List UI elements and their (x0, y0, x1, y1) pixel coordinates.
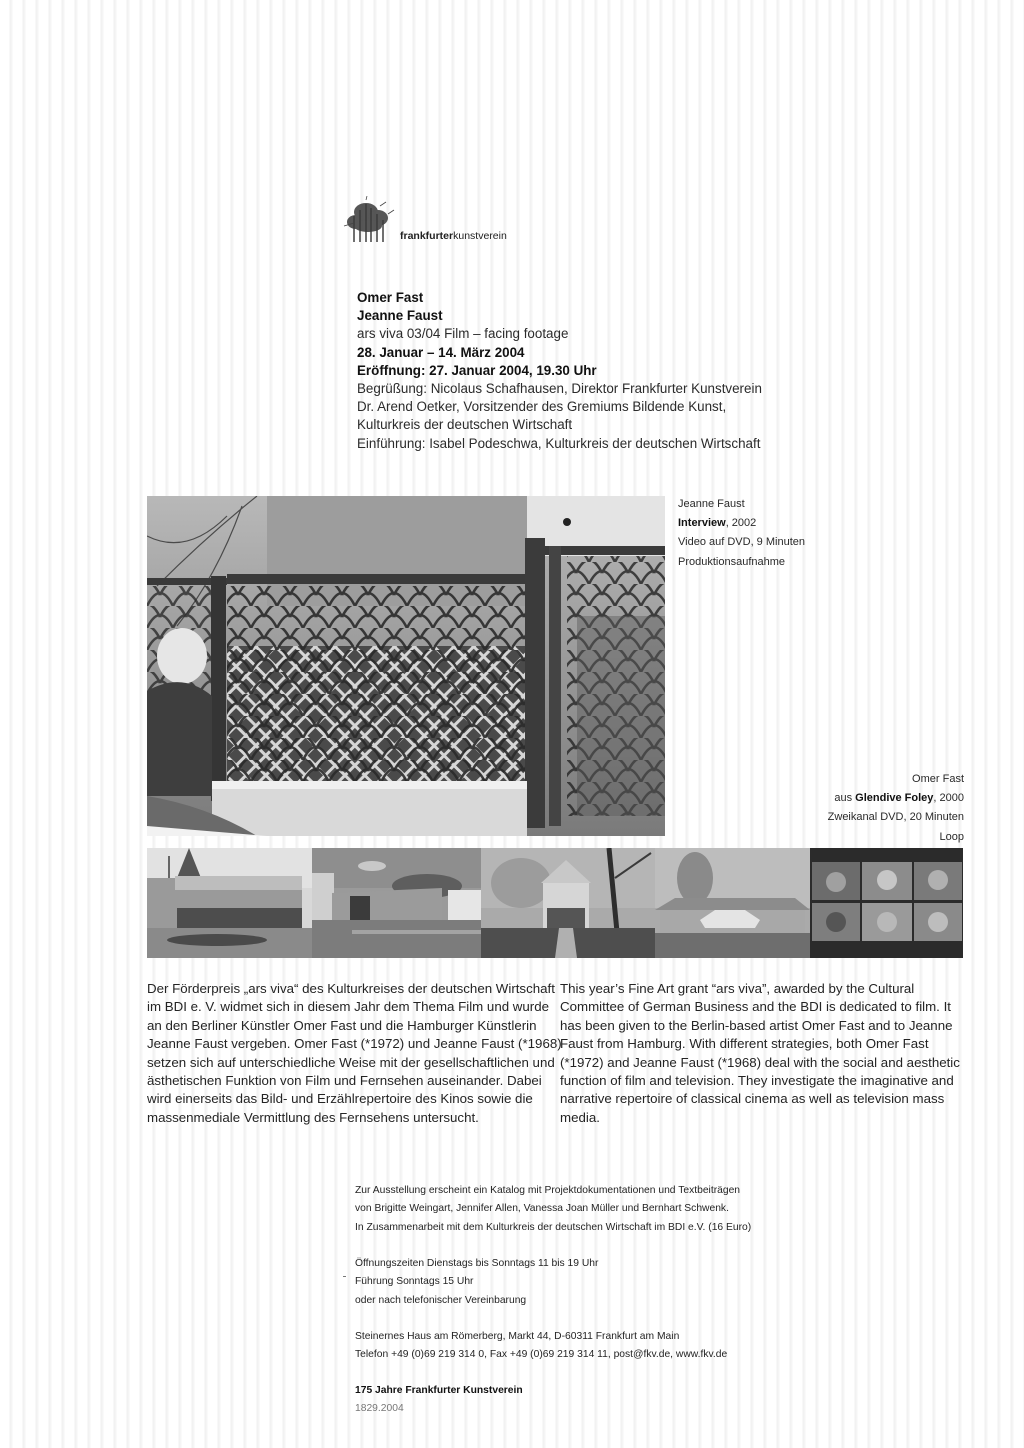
speaker-line: Einführung: Isabel Podeschwa, Kulturkreis der deutschen Wirtschaft (357, 435, 761, 451)
opening-hours (355, 1255, 598, 1310)
logo-wordmark: frankfurterkunstverein (400, 230, 507, 242)
body-text-english: This year’s Fine Art grant “ars viva”, awarded by the Cultural Committee of German Business and the BDI is dedicated to film. It has been given to the Berlin-based artist Omer Fast and to Jeanne Faust from Hamburg. With different strategies, both Omer Fast (*1972) and Jeanne Faust (*1968) deal with the social and aesthetic function of film and television. They investigate the imaginative and narrative repertoire of classical cinema as well as television mass media. (560, 981, 960, 1125)
catalog-line: von Brigitte Weingart, Jennifer Allen, Vanessa Joan Müller und Bernhart Schwenk. (355, 1203, 729, 1215)
anniversary-title: 175 Jahre Frankfurter Kunstverein (355, 1385, 523, 1396)
fence-photo-illustration (147, 496, 665, 836)
address-contact (355, 1328, 727, 1365)
anniversary-years: 1829.2004 (355, 1403, 404, 1415)
trees-icon (340, 196, 398, 244)
caption-jeanne-faust (678, 495, 805, 572)
frankfurter-kunstverein-logo (340, 196, 507, 244)
caption-medium: Video auf DVD, 9 Minuten (678, 536, 805, 549)
hours-line: Öffnungszeiten Dienstags bis Sonntags 11 bis 19 Uhr (355, 1258, 599, 1269)
caption-note: Loop (939, 830, 964, 843)
catalog-line: Zur Ausstellung erscheint ein Katalog mit Projektdokumentationen und Textbeiträgen (355, 1185, 741, 1196)
contact-line: Telefon +49 (0)69 219 314 0, Fax +49 (0)69 219 314 11, post@fkv.de, www.fkv.de (355, 1349, 728, 1361)
strip-photo-house-2 (312, 848, 481, 958)
body-text-german: Der Förderpreis „ars viva“ des Kulturkreises der deutschen Wirtschaft im BDI e. V. widmet sich in diesem Jahr dem Thema Film und wurde an den Berliner Künstler Omer Fast und die Hamburger Künstlerin Jeanne Faust vergeben. Omer Fast (*1972) und Jeanne Faust (*1968) setzen sich auf unterschiedliche Weise mit der gesellschaftlichen und ästhetischen Funktion von Film und Fernsehen auseinander. Dabei wird einerseits das Bild- und Erzählrepertoire des Kinos sowie die massenmediale Vermittlung des Fernsehens untersucht. (147, 981, 562, 1125)
caption-omer-fast (828, 770, 964, 847)
catalog-info (355, 1182, 751, 1237)
work-title: Interview (678, 517, 726, 530)
strip-photo-house-1 (147, 848, 312, 958)
hours-line: Führung Sonntags 15 Uhr (355, 1276, 474, 1288)
address-line: Steinernes Haus am Römerberg, Markt 44, D-60311 Frankfurt am Main (355, 1331, 680, 1342)
caption-medium: Zweikanal DVD, 20 Minuten (827, 811, 964, 824)
hours-line: oder nach telefonischer Vereinbarung (355, 1294, 527, 1306)
caption-note: Produktionsaufnahme (678, 555, 786, 568)
artist-name: Omer Fast (357, 290, 424, 305)
strip-photo-video-frames (810, 848, 963, 958)
main-production-photo (147, 496, 665, 836)
caption-title-line: Interview, 2002 (678, 517, 757, 530)
glendive-foley-photo-strip (147, 848, 963, 958)
artist-name: Jeanne Faust (357, 308, 443, 324)
speaker-line: Kulturkreis der deutschen Wirtschaft (357, 417, 573, 433)
speaker-line: Dr. Arend Oetker, Vorsitzender des Gremiums Bildende Kunst, (357, 399, 727, 415)
anniversary-block (355, 1382, 523, 1419)
strip-photo-house-4 (655, 848, 810, 958)
caption-artist: Jeanne Faust (678, 498, 745, 510)
speaker-line: Begrüßung: Nicolaus Schafhausen, Direktor Frankfurter Kunstverein (357, 381, 762, 397)
work-title: Glendive Foley (855, 792, 934, 805)
caption-artist: Omer Fast (912, 773, 964, 785)
catalog-line: In Zusammenarbeit mit dem Kulturkreis der deutschen Wirtschaft im BDI e.V. (16 Euro) (355, 1221, 752, 1233)
strip-photo-house-3 (481, 848, 655, 958)
caption-title-line: aus Glendive Foley, 2000 (834, 792, 964, 805)
opening-info: Eröffnung: 27. Januar 2004, 19.30 Uhr (357, 362, 597, 378)
exhibition-subtitle: ars viva 03/04 Film – facing footage (357, 326, 569, 342)
stray-mark (343, 1276, 346, 1277)
exhibition-dates: 28. Januar – 14. März 2004 (357, 344, 525, 360)
exhibition-header (357, 289, 837, 453)
